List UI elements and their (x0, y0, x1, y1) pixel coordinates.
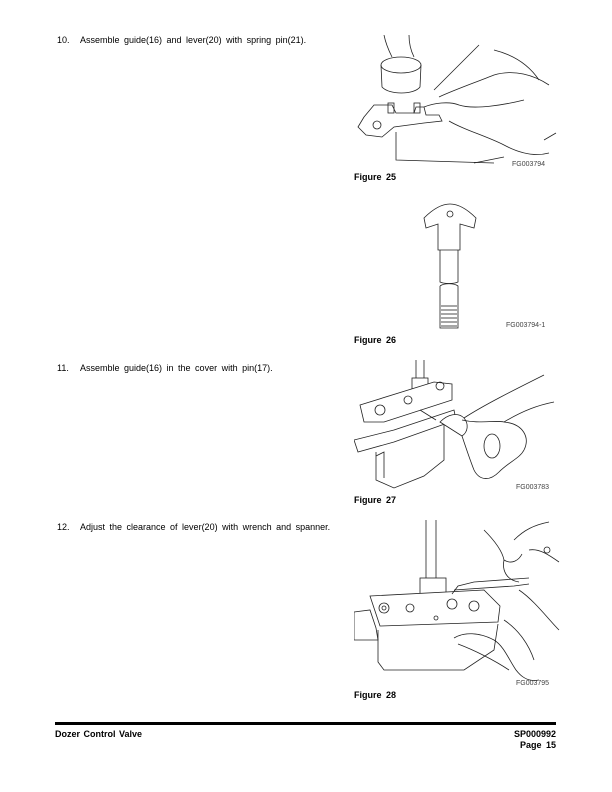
step-number: 11. (57, 363, 69, 373)
hammer-pin-drawing (354, 360, 560, 492)
figure-caption: Figure 28 (354, 690, 397, 700)
footer-divider (55, 722, 556, 725)
footer-page-info (514, 729, 556, 751)
step-text: Assemble guide(16) in the cover with pin(17). (80, 363, 273, 373)
document-number: SP000992 (513, 729, 556, 739)
step-text: Assemble guide(16) and lever(20) with spring pin(21). (80, 35, 307, 45)
figure-caption: Figure 27 (354, 495, 397, 505)
lever-component-drawing (354, 200, 560, 335)
figure-caption: Figure 26 (354, 335, 397, 345)
lever-adjust-drawing (354, 520, 560, 688)
figure-caption: Figure 25 (354, 172, 397, 182)
figure-27-illustration (354, 360, 560, 492)
figure-code: FG003794-1 (506, 322, 546, 329)
figure-code: FG003795 (516, 680, 550, 687)
step-number: 12. (57, 522, 70, 532)
step-number: 10. (57, 35, 70, 45)
figure-code: FG003783 (516, 484, 550, 491)
figure-25-illustration (354, 35, 560, 170)
spring-pin-assembly-drawing (354, 35, 560, 170)
figure-26-illustration (354, 200, 560, 335)
figure-code: FG003794 (512, 161, 546, 168)
figure-28-illustration (354, 520, 560, 688)
page-number: Page 15 (519, 740, 556, 750)
footer-document-title: Dozer Control Valve (55, 729, 143, 739)
step-text: Adjust the clearance of lever(20) with wrench and spanner. (80, 522, 331, 532)
